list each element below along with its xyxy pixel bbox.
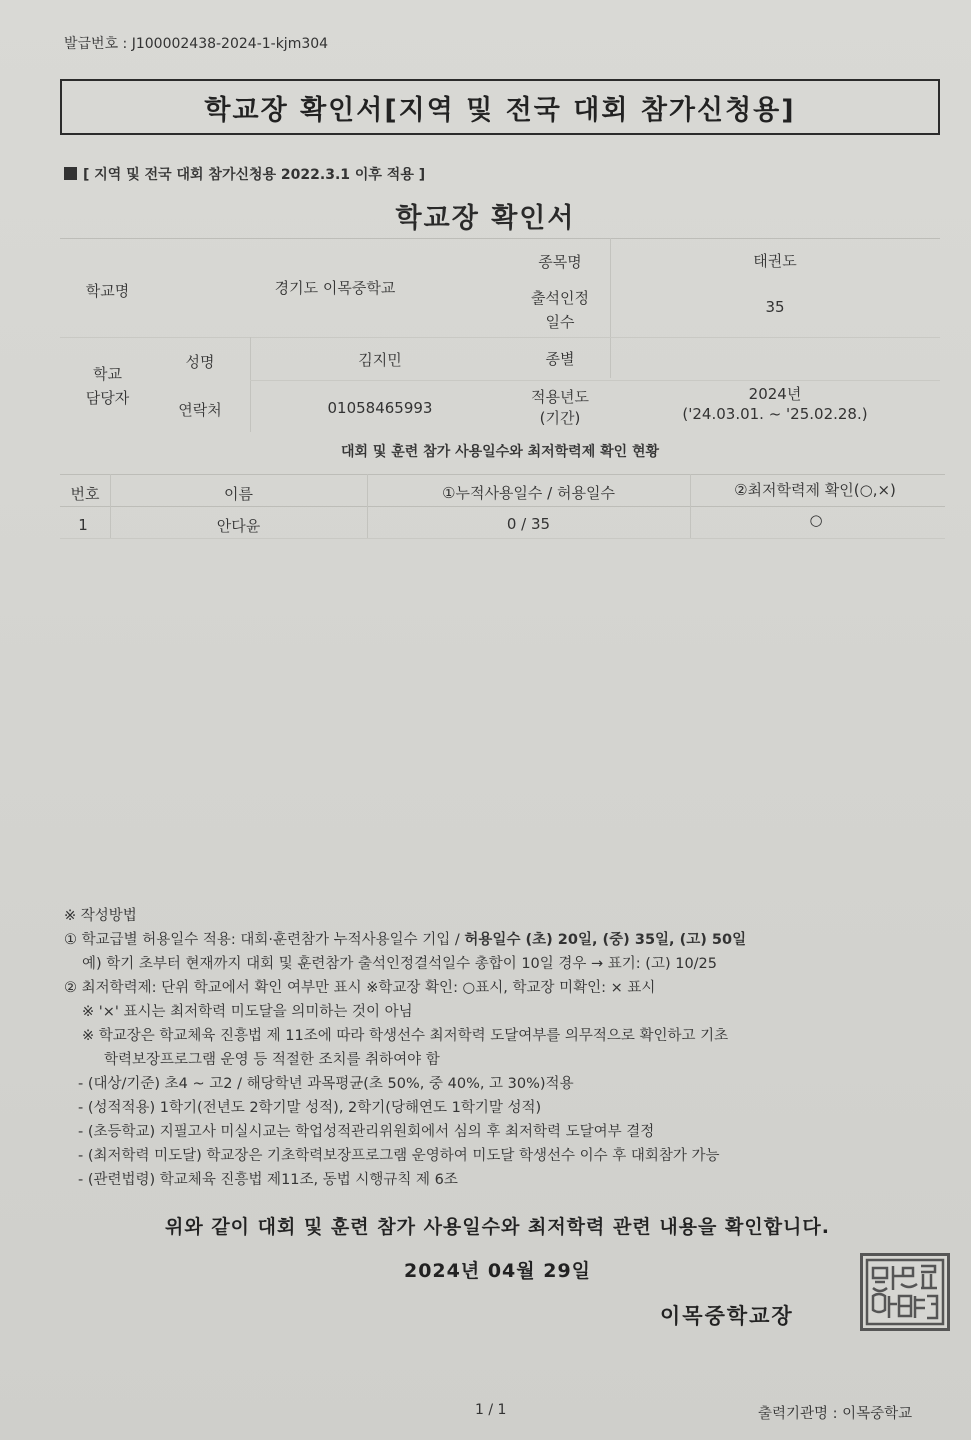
notes-heading: ※ 작성방법 [64, 908, 137, 924]
column-divider [250, 337, 251, 432]
note-line: ※ 학교장은 학교체육 진흥법 제 11조에 따라 학생선수 최저학력 도달여부를 의무적으로 확인하고 기초 [82, 1028, 729, 1044]
column-header-name: 이름 [224, 485, 253, 503]
manager-label: 학교 [93, 365, 122, 383]
note-line: - (초등학교) 지필고사 미실시교는 학업성적관리위원회에서 심의 후 최저학력 도달여부 결정 [78, 1124, 655, 1140]
note-text: ① 학교급별 허용일수 적용: 대회·훈련참가 누적사용일수 기입 / [64, 932, 465, 948]
section-note [64, 164, 425, 184]
table-border [60, 474, 945, 475]
year-value: 2024년 [748, 385, 802, 403]
note-line: 예) 학기 초부터 현재까지 대회 및 훈련참가 출석인정결석일수 총합이 10일 경우 → 표기: (고) 10/25 [82, 956, 718, 972]
output-organization: 출력기관명 : 이목중학교 [758, 1406, 913, 1422]
note-line: - (대상/기준) 초4 ~ 고2 / 해당학년 과목평균(초 50%, 중 40%, 고 30%)적용 [78, 1076, 574, 1092]
row-name: 안다윤 [216, 517, 261, 535]
name-value: 김지민 [358, 351, 402, 369]
note-line [64, 928, 944, 952]
note-line: - (성적적용) 1학기(전년도 2학기말 성적), 2학기(당해연도 1학기말 성적) [78, 1100, 542, 1116]
row-academic-check: ○ [809, 511, 823, 529]
status-heading: 대회 및 훈련 참가 사용일수와 최저학력제 확인 현황 [340, 444, 660, 460]
contact-label: 연락처 [178, 401, 222, 419]
attendance-label: 출석인정 [531, 289, 589, 307]
page-number: 1 / 1 [475, 1402, 507, 1418]
category-label: 종별 [545, 350, 575, 368]
name-label: 성명 [185, 353, 215, 371]
table-bottom [60, 538, 945, 539]
attendance-value: 35 [765, 298, 785, 316]
issue-number: 발급번호 : J100002438-2024-1-kjm304 [64, 36, 329, 52]
note-line: ② 최저학력제: 단위 학교에서 확인 여부만 표시 ※학교장 확인: ○표시, 학교장 미확인: × 표시 [64, 980, 656, 996]
section-note-text: [ 지역 및 전국 대회 참가신청용 2022.3.1 이후 적용 ] [83, 167, 426, 183]
school-name-value: 경기도 이목중학교 [274, 279, 396, 297]
seal-icon [863, 1256, 947, 1328]
document-title: 학교장 확인서[지역 및 전국 대회 참가신청용] [204, 94, 796, 126]
row-divider [60, 337, 940, 338]
confirmation-statement: 위와 같이 대회 및 훈련 참가 사용일수와 최저학력 관련 내용을 확인합니다. [165, 1216, 830, 1238]
table-border [60, 238, 940, 239]
note-emphasis: 허용일수 (초) 20일, (중) 35일, (고) 50일 [464, 932, 747, 948]
row-divider [250, 380, 940, 381]
column-header-academic: ②최저학력제 확인(○,×) [734, 481, 896, 499]
event-label: 종목명 [538, 253, 582, 271]
principal-signature: 이목중학교장 [660, 1304, 794, 1328]
header-divider [60, 506, 945, 507]
document-title-box [60, 79, 940, 135]
school-name-label: 학교명 [85, 282, 130, 300]
year-period-value: ('24.03.01. ~ '25.02.28.) [682, 405, 868, 423]
contact-value: 01058465993 [327, 399, 433, 417]
note-line: - (최저학력 미도달) 학교장은 기초학력보장프로그램 운영하여 미도달 학생선수 이수 후 대회참가 가능 [78, 1148, 720, 1164]
attendance-label-line2: 일수 [545, 313, 575, 331]
column-header-days: ①누적사용일수 / 허용일수 [442, 484, 615, 502]
issue-date: 2024년 04월 29일 [403, 1260, 592, 1282]
school-seal-stamp [860, 1253, 950, 1331]
column-header-number: 번호 [70, 485, 100, 503]
note-line: ※ '×' 표시는 최저학력 미도달을 의미하는 것이 아님 [82, 1004, 413, 1020]
square-bullet-icon [64, 167, 77, 180]
event-value: 태권도 [753, 252, 797, 270]
row-number: 1 [78, 516, 88, 534]
note-line: - (관련법령) 학교체육 진흥법 제11조, 동법 시행규칙 제 6조 [78, 1172, 458, 1188]
manager-label-line2: 담당자 [85, 389, 130, 407]
confirmation-title: 학교장 확인서 [395, 203, 576, 234]
writing-instructions [64, 904, 944, 1192]
note-line: 학력보장프로그램 운영 등 적절한 조치를 취하여야 함 [104, 1052, 440, 1068]
year-label-line2: (기간) [539, 409, 581, 427]
year-label: 적용년도 [531, 388, 589, 406]
row-days: 0 / 35 [506, 515, 551, 533]
